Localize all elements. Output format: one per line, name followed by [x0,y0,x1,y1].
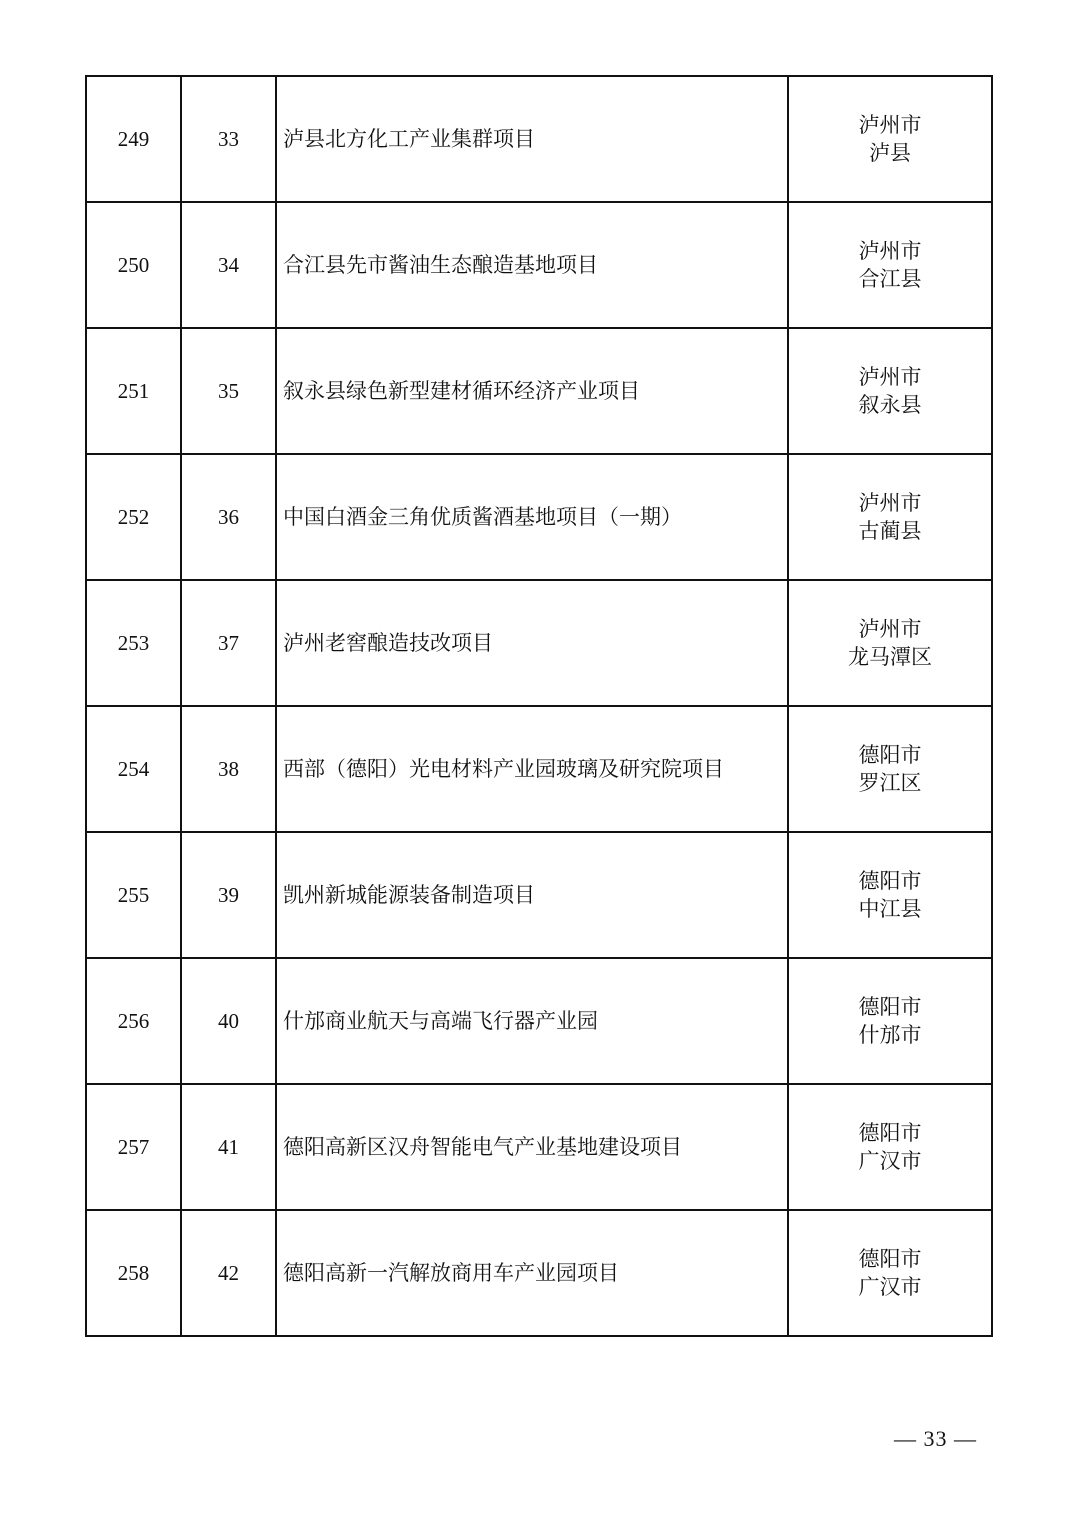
table-row [86,454,992,580]
location-city: 泸州市 [858,365,922,389]
serial-number: 253 [86,580,181,706]
table-row [86,328,992,454]
location-district: 泸县 [869,141,911,165]
project-location [788,706,992,832]
serial-number: 258 [86,1210,181,1336]
project-location [788,454,992,580]
category-number: 36 [181,454,276,580]
serial-number: 255 [86,832,181,958]
location-city: 德阳市 [858,743,922,767]
project-location [788,202,992,328]
location-district: 合江县 [858,267,922,291]
location-city: 泸州市 [858,239,922,263]
category-number: 39 [181,832,276,958]
project-name: 德阳高新一汽解放商用车产业园项目 [276,1210,788,1336]
project-name: 合江县先市酱油生态酿造基地项目 [276,202,788,328]
category-number: 42 [181,1210,276,1336]
project-name: 什邡商业航天与高端飞行器产业园 [276,958,788,1084]
location-city: 泸州市 [858,491,922,515]
serial-number: 249 [86,76,181,202]
category-number: 35 [181,328,276,454]
table-row [86,1084,992,1210]
table-row [86,580,992,706]
serial-number: 257 [86,1084,181,1210]
project-name: 泸县北方化工产业集群项目 [276,76,788,202]
location-city: 泸州市 [858,617,922,641]
serial-number: 252 [86,454,181,580]
table-row [86,706,992,832]
location-city: 德阳市 [858,869,922,893]
project-table [85,75,993,1337]
location-district: 广汉市 [858,1149,922,1173]
category-number: 41 [181,1084,276,1210]
project-name: 凯州新城能源装备制造项目 [276,832,788,958]
project-location [788,328,992,454]
table-row [86,958,992,1084]
project-location [788,1210,992,1336]
location-district: 中江县 [858,897,922,921]
category-number: 38 [181,706,276,832]
category-number: 37 [181,580,276,706]
project-name: 中国白酒金三角优质酱酒基地项目（一期） [276,454,788,580]
location-city: 泸州市 [858,113,922,137]
project-location [788,958,992,1084]
serial-number: 251 [86,328,181,454]
project-name: 德阳高新区汉舟智能电气产业基地建设项目 [276,1084,788,1210]
project-name: 叙永县绿色新型建材循环经济产业项目 [276,328,788,454]
category-number: 34 [181,202,276,328]
project-name: 西部（德阳）光电材料产业园玻璃及研究院项目 [276,706,788,832]
table-row [86,202,992,328]
serial-number: 256 [86,958,181,1084]
location-city: 德阳市 [858,1121,922,1145]
project-location [788,1084,992,1210]
location-district: 叙永县 [858,393,922,417]
table-row [86,76,992,202]
location-city: 德阳市 [858,1247,922,1271]
project-name: 泸州老窖酿造技改项目 [276,580,788,706]
project-location [788,76,992,202]
location-district: 什邡市 [858,1023,922,1047]
table-row [86,1210,992,1336]
location-district: 罗江区 [858,771,922,795]
category-number: 40 [181,958,276,1084]
serial-number: 250 [86,202,181,328]
page-number: — 33 — [894,1426,977,1451]
serial-number: 254 [86,706,181,832]
table-row [86,832,992,958]
project-location [788,580,992,706]
category-number: 33 [181,76,276,202]
location-city: 德阳市 [858,995,922,1019]
location-district: 龙马潭区 [848,645,932,669]
project-location [788,832,992,958]
location-district: 古蔺县 [858,519,922,543]
location-district: 广汉市 [858,1275,922,1299]
